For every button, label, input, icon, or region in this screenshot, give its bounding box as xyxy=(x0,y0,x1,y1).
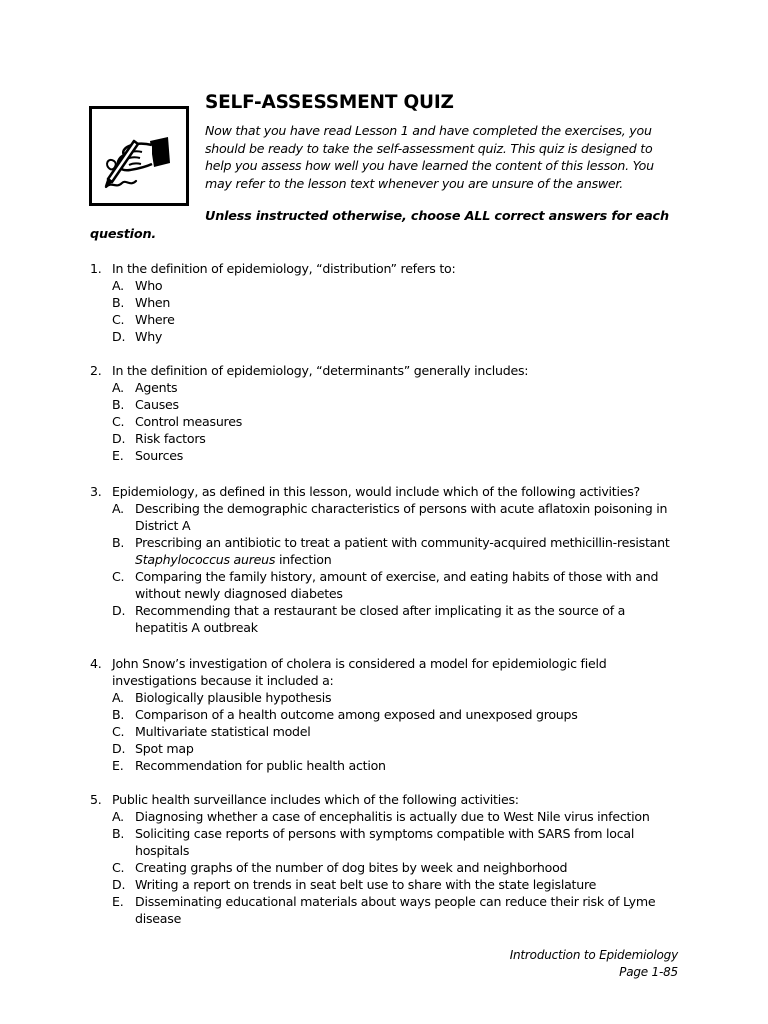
option-letter: C. xyxy=(112,312,125,327)
option-letter: A. xyxy=(112,380,124,395)
option-text: Comparison of a health outcome among exposed and unexposed groups xyxy=(135,707,578,722)
option-letter: C. xyxy=(112,414,125,429)
question-text: John Snow’s investigation of cholera is considered a model for epidemiologic field investigations because it included a: xyxy=(112,656,607,688)
answer-option xyxy=(90,277,670,294)
answer-option xyxy=(90,568,670,602)
question-number: 5. xyxy=(90,792,102,807)
answer-option xyxy=(90,740,670,757)
answer-option xyxy=(90,379,670,396)
answer-option xyxy=(90,689,670,706)
option-letter: B. xyxy=(112,826,125,841)
intro-paragraph: Now that you have read Lesson 1 and have completed the exercises, you should be ready to take the self-assessment quiz. This quiz is designed to help you assess how well you have learned the content of this lesson. You may refer to the lesson text whenever you are unsure of the answer. xyxy=(205,123,654,191)
option-text: Describing the demographic characteristics of persons with acute aflatoxin poisoning in District A xyxy=(135,501,668,533)
option-text: Why xyxy=(135,329,163,344)
option-text: Who xyxy=(135,278,163,293)
option-letter: B. xyxy=(112,295,125,310)
option-letter: B. xyxy=(112,707,125,722)
option-text: Causes xyxy=(135,397,179,412)
option-letter: B. xyxy=(112,397,125,412)
option-text: Diagnosing whether a case of encephalitis is actually due to West Nile virus infection xyxy=(135,809,650,824)
answer-option xyxy=(90,500,670,534)
option-letter: A. xyxy=(112,501,124,516)
answer-option xyxy=(90,876,670,893)
option-text: Multivariate statistical model xyxy=(135,724,311,739)
question-text: Epidemiology, as defined in this lesson, would include which of the following activities? xyxy=(112,484,640,499)
option-text: Writing a report on trends in seat belt use to share with the state legislature xyxy=(135,877,597,892)
answer-option xyxy=(90,757,670,774)
option-letter: C. xyxy=(112,860,125,875)
page-title: SELF-ASSESSMENT QUIZ xyxy=(205,92,454,113)
question-number: 3. xyxy=(90,484,102,499)
option-text xyxy=(135,534,670,568)
question-4 xyxy=(90,655,670,774)
option-letter: B. xyxy=(112,535,125,550)
question-text: In the definition of epidemiology, “distribution” refers to: xyxy=(112,261,456,276)
question-number: 2. xyxy=(90,363,102,378)
answer-option xyxy=(90,396,670,413)
option-text: Control measures xyxy=(135,414,243,429)
answer-option xyxy=(90,859,670,876)
option-text: Disseminating educational materials about ways people can reduce their risk of Lyme disease xyxy=(135,894,656,926)
answer-option xyxy=(90,602,670,636)
option-text: Biologically plausible hypothesis xyxy=(135,690,332,705)
answer-option xyxy=(90,430,670,447)
option-letter: D. xyxy=(112,431,126,446)
answer-option xyxy=(90,447,670,464)
option-text: Recommending that a restaurant be closed after implicating it as the source of a hepatitis A outbreak xyxy=(135,603,626,635)
question-3 xyxy=(90,483,670,636)
option-text-end: infection xyxy=(275,552,332,567)
option-text: Risk factors xyxy=(135,431,206,446)
page-number: Page 1-85 xyxy=(619,964,678,979)
question-1 xyxy=(90,260,670,345)
option-letter: D. xyxy=(112,741,126,756)
answer-option xyxy=(90,893,670,927)
option-letter: A. xyxy=(112,278,124,293)
option-text: When xyxy=(135,295,171,310)
answer-option xyxy=(90,706,670,723)
option-text: Spot map xyxy=(135,741,194,756)
question-number: 4. xyxy=(90,656,102,671)
option-letter: E. xyxy=(112,894,124,909)
option-letter: D. xyxy=(112,877,126,892)
option-text: Where xyxy=(135,312,175,327)
question-number: 1. xyxy=(90,261,102,276)
option-letter: D. xyxy=(112,329,126,344)
option-letter: C. xyxy=(112,724,125,739)
option-letter: A. xyxy=(112,809,124,824)
option-text: Creating graphs of the number of dog bites by week and neighborhood xyxy=(135,860,568,875)
answer-option xyxy=(90,328,670,345)
option-text: Agents xyxy=(135,380,178,395)
option-letter: D. xyxy=(112,603,126,618)
instruction-text: Unless instructed otherwise, choose ALL correct answers for each question. xyxy=(90,209,669,242)
option-letter: E. xyxy=(112,758,124,773)
course-title: Introduction to Epidemiology xyxy=(509,948,678,962)
answer-option xyxy=(90,294,670,311)
answer-option xyxy=(90,825,670,859)
option-text: Recommendation for public health action xyxy=(135,758,386,773)
organism-name: Staphylococcus aureus xyxy=(135,552,276,567)
option-letter: E. xyxy=(112,448,124,463)
option-letter: C. xyxy=(112,569,125,584)
answer-option xyxy=(90,534,670,568)
option-letter: A. xyxy=(112,690,124,705)
page-footer xyxy=(510,947,678,980)
question-2 xyxy=(90,362,670,464)
question-5 xyxy=(90,791,670,927)
question-text: Public health surveillance includes which of the following activities: xyxy=(112,792,519,807)
option-text: Soliciting case reports of persons with symptoms compatible with SARS from local hospitals xyxy=(135,826,635,858)
option-text: Sources xyxy=(135,448,184,463)
answer-option xyxy=(90,723,670,740)
option-text: Comparing the family history, amount of exercise, and eating habits of those with and without newly diagnosed diabetes xyxy=(135,569,659,601)
option-text-start: Prescribing an antibiotic to treat a patient with community-acquired methicillin-resistant xyxy=(135,535,670,550)
question-text: In the definition of epidemiology, “determinants” generally includes: xyxy=(112,363,529,378)
hand-writing-icon xyxy=(89,106,189,206)
pen-hand-drawing xyxy=(102,121,176,193)
answer-option xyxy=(90,311,670,328)
answer-option xyxy=(90,413,670,430)
answer-option xyxy=(90,808,670,825)
